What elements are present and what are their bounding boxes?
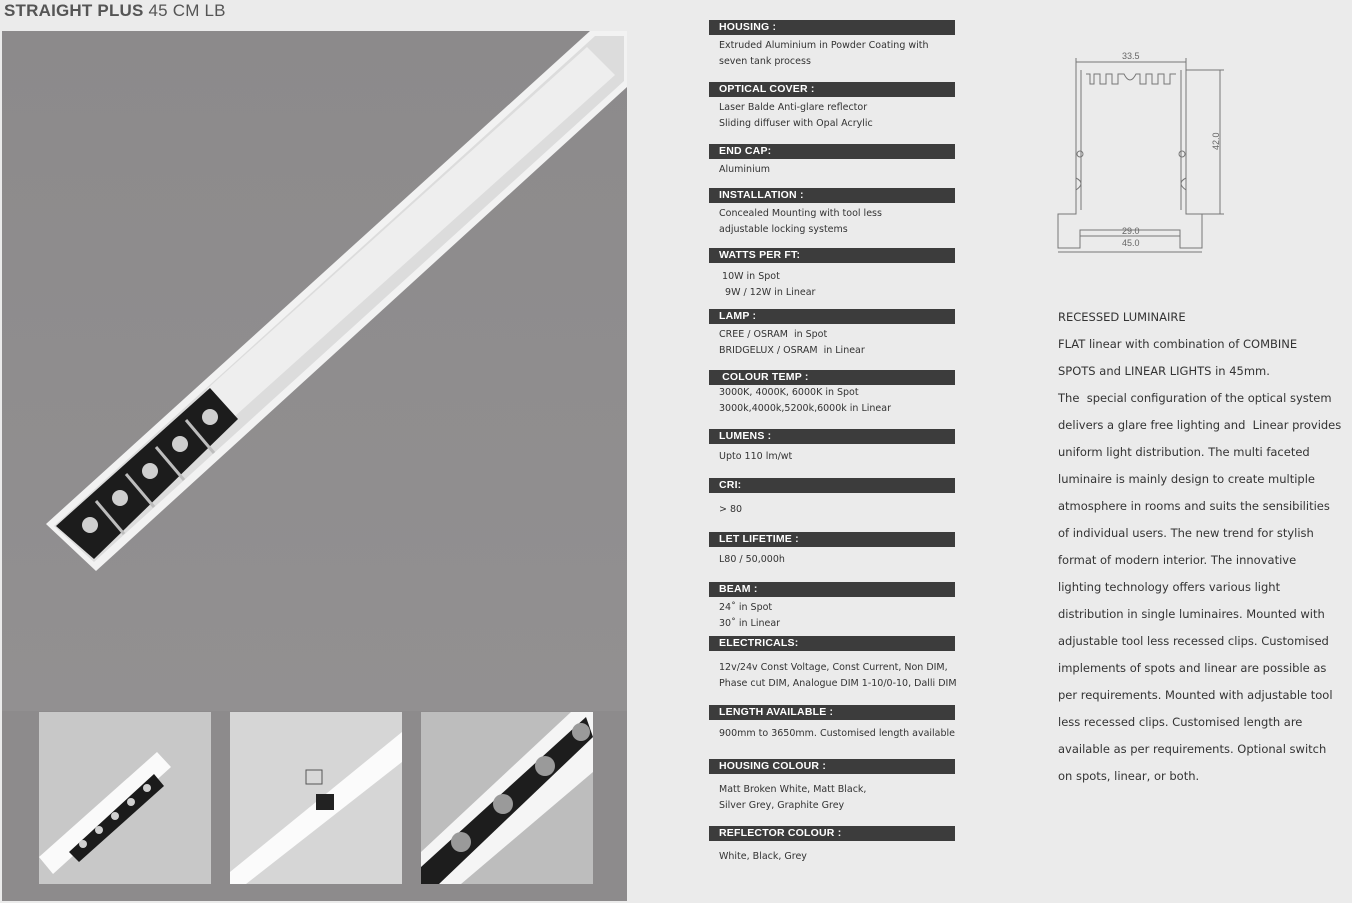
spec-colour-temp-label: COLOUR TEMP : (709, 370, 955, 385)
spec-electricals-line: 12v/24v Const Voltage, Const Current, Non DIM, (719, 662, 948, 673)
spec-lamp-label: LAMP : (709, 309, 955, 324)
description-line: format of modern interior. The innovative (1058, 553, 1297, 567)
spec-beam-line: 30˚ in Linear (719, 618, 781, 629)
spec-cri-line: > 80 (719, 504, 743, 515)
description-line: The special configuration of the optical system (1058, 391, 1332, 405)
spec-colour-temp (709, 370, 955, 417)
thumbnail-mounting-clip (230, 712, 402, 884)
description-line: uniform light distribution. The multi faceted (1058, 445, 1310, 459)
product-photo-panel (2, 31, 627, 901)
description-line: atmosphere in rooms and suits the sensibilities (1058, 499, 1330, 513)
profile-drawing (1030, 48, 1240, 258)
spec-housing-colour-label: HOUSING COLOUR : (709, 759, 955, 774)
spec-lumens (709, 429, 955, 465)
spec-housing (709, 20, 955, 70)
spec-lifetime-line: L80 / 50,000h (719, 554, 785, 565)
description-line: per requirements. Mounted with adjustable tool (1058, 688, 1333, 702)
page-title (4, 1, 226, 21)
description-line: delivers a glare free lighting and Linear provides (1058, 418, 1342, 432)
spec-optical-cover-line: Sliding diffuser with Opal Acrylic (719, 118, 873, 129)
title-variant: 45 CM LB (148, 1, 226, 20)
description-line: distribution in single luminaires. Mounted with (1058, 607, 1325, 621)
title-product-name: STRAIGHT PLUS (4, 1, 144, 20)
description-line: luminaire is mainly design to create multiple (1058, 472, 1315, 486)
spec-installation (709, 188, 955, 238)
spec-lamp (709, 309, 955, 359)
spec-housing-line: seven tank process (719, 56, 811, 67)
product-description (1058, 304, 1342, 790)
spec-electricals-line: Phase cut DIM, Analogue DIM 1-10/0-10, Dalli DIM (719, 678, 957, 689)
spec-housing-colour-line: Silver Grey, Graphite Grey (719, 800, 845, 811)
dim-height-label: 42.0 (1211, 132, 1221, 150)
spec-beam-line: 24˚ in Spot (719, 602, 773, 613)
description-line: less recessed clips. Customised length are (1058, 715, 1303, 729)
description-line: on spots, linear, or both. (1058, 769, 1200, 783)
description-heading: RECESSED LUMINAIRE (1058, 310, 1186, 324)
spec-installation-line: Concealed Mounting with tool less (719, 208, 882, 219)
main-product-photo (2, 31, 627, 711)
description-line: implements of spots and linear are possible as (1058, 661, 1327, 675)
description-line: SPOTS and LINEAR LIGHTS in 45mm. (1058, 364, 1270, 378)
spec-watts-label: WATTS PER FT: (709, 248, 955, 263)
spec-lifetime (709, 532, 955, 568)
description-line: FLAT linear with combination of COMBINE (1058, 337, 1298, 351)
spec-optical-cover-label: OPTICAL COVER : (709, 82, 955, 97)
spec-housing-colour-line: Matt Broken White, Matt Black, (719, 784, 867, 795)
spec-lamp-line: CREE / OSRAM in Spot (719, 329, 828, 340)
spec-cri-label: CRI: (709, 478, 955, 493)
spec-housing-label: HOUSING : (709, 20, 955, 35)
spec-installation-label: INSTALLATION : (709, 188, 955, 203)
spec-lumens-line: Upto 110 lm/wt (719, 451, 793, 462)
spec-end-cap-label: END CAP: (709, 144, 955, 159)
spec-reflector-colour-line: White, Black, Grey (719, 851, 807, 862)
spec-electricals-label: ELECTRICALS: (709, 636, 955, 651)
dim-inner-label: 29.0 (1122, 226, 1140, 236)
spec-length (709, 705, 955, 742)
spec-reflector-colour (709, 826, 955, 865)
description-line: available as per requirements. Optional switch (1058, 742, 1327, 756)
description-line: of individual users. The new trend for stylish (1058, 526, 1314, 540)
spec-electricals (709, 636, 955, 692)
spec-reflector-colour-label: REFLECTOR COLOUR : (709, 826, 955, 841)
spec-lamp-line: BRIDGELUX / OSRAM in Linear (719, 345, 865, 356)
dim-top-label: 33.5 (1122, 51, 1140, 61)
spec-lifetime-label: LET LIFETIME : (709, 532, 955, 547)
dim-bottom-label: 45.0 (1122, 238, 1140, 248)
description-line: adjustable tool less recessed clips. Customised (1058, 634, 1329, 648)
spec-watts-line: 10W in Spot (719, 271, 780, 282)
thumbnail-reflector-closeup (421, 712, 593, 884)
spec-housing-line: Extruded Aluminium in Powder Coating with (719, 40, 929, 51)
spec-length-line: 900mm to 3650mm. Customised length available (719, 728, 956, 739)
thumbnail-spot-module (39, 712, 211, 884)
spec-end-cap-line: Aluminium (719, 164, 770, 175)
spec-beam (709, 582, 955, 632)
spec-colour-temp-line: 3000K, 4000K, 6000K in Spot (719, 387, 859, 398)
spec-housing-colour (709, 759, 955, 814)
spec-beam-label: BEAM : (709, 582, 955, 597)
spec-optical-cover-line: Laser Balde Anti-glare reflector (719, 102, 868, 113)
spec-watts-line: 9W / 12W in Linear (719, 287, 816, 298)
spec-installation-line: adjustable locking systems (719, 224, 848, 235)
spec-cri (709, 478, 955, 518)
spec-lumens-label: LUMENS : (709, 429, 955, 444)
spec-length-label: LENGTH AVAILABLE : (709, 705, 955, 720)
spec-end-cap (709, 144, 955, 178)
spec-optical-cover (709, 82, 955, 132)
description-line: lighting technology offers various light (1058, 580, 1281, 594)
spec-watts (709, 248, 955, 301)
spec-colour-temp-line: 3000k,4000k,5200k,6000k in Linear (719, 403, 891, 414)
